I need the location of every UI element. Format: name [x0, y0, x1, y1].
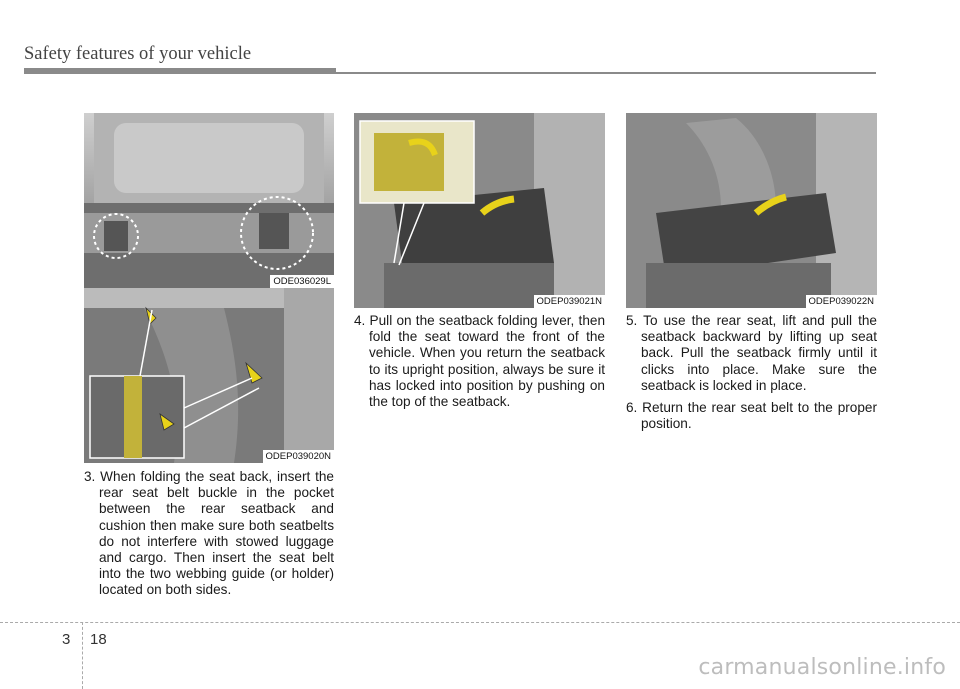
figure-4-illustration — [626, 113, 877, 308]
step-4: 4. Pull on the seatback folding lever, then fold the seat toward the front of the vehicle. When you return the seatback to its upright position, always be sure it has locked into position by pushing on the top of the seatback. — [354, 313, 605, 410]
figure-1-code: ODE036029L — [270, 275, 334, 288]
header-bar — [24, 68, 336, 74]
step-3: 3. When folding the seat back, insert the rear seat belt buckle in the pocket between the rear seatback and cushion then make sure both seatbelts do not interfere with stowed luggage and cargo. Then insert the seat belt into the two webbing guide (or holder) located on both sides. — [84, 469, 334, 598]
figure-3-code: ODEP039021N — [534, 295, 605, 308]
column-3-text — [626, 313, 877, 438]
column-2-text — [354, 313, 605, 416]
page-number: 18 — [90, 631, 107, 648]
figure-3-illustration — [354, 113, 605, 308]
step-6: 6. Return the rear seat belt to the proper position. — [626, 400, 877, 432]
figure-3-photo — [354, 113, 605, 308]
column-1-text — [84, 469, 334, 605]
footer-rule — [0, 622, 960, 623]
header-title: Safety features of your vehicle — [24, 44, 252, 64]
header-rule — [336, 72, 876, 74]
figure-2-code: ODEP039020N — [263, 450, 334, 463]
figure-1-illustration — [84, 113, 334, 288]
figure-4-photo — [626, 113, 877, 308]
watermark-text: carmanualsonline.info — [698, 655, 946, 680]
footer-divider — [82, 622, 83, 689]
figure-2-photo — [84, 288, 334, 463]
figure-2-illustration — [84, 288, 334, 463]
figure-4-code: ODEP039022N — [806, 295, 877, 308]
chapter-number: 3 — [62, 631, 71, 648]
figure-1-photo — [84, 113, 334, 288]
step-5: 5. To use the rear seat, lift and pull the seatback backward by lifting up seat back. Pull the seatback firmly until it clicks into place. Make sure the seatback is locked in place. — [626, 313, 877, 393]
